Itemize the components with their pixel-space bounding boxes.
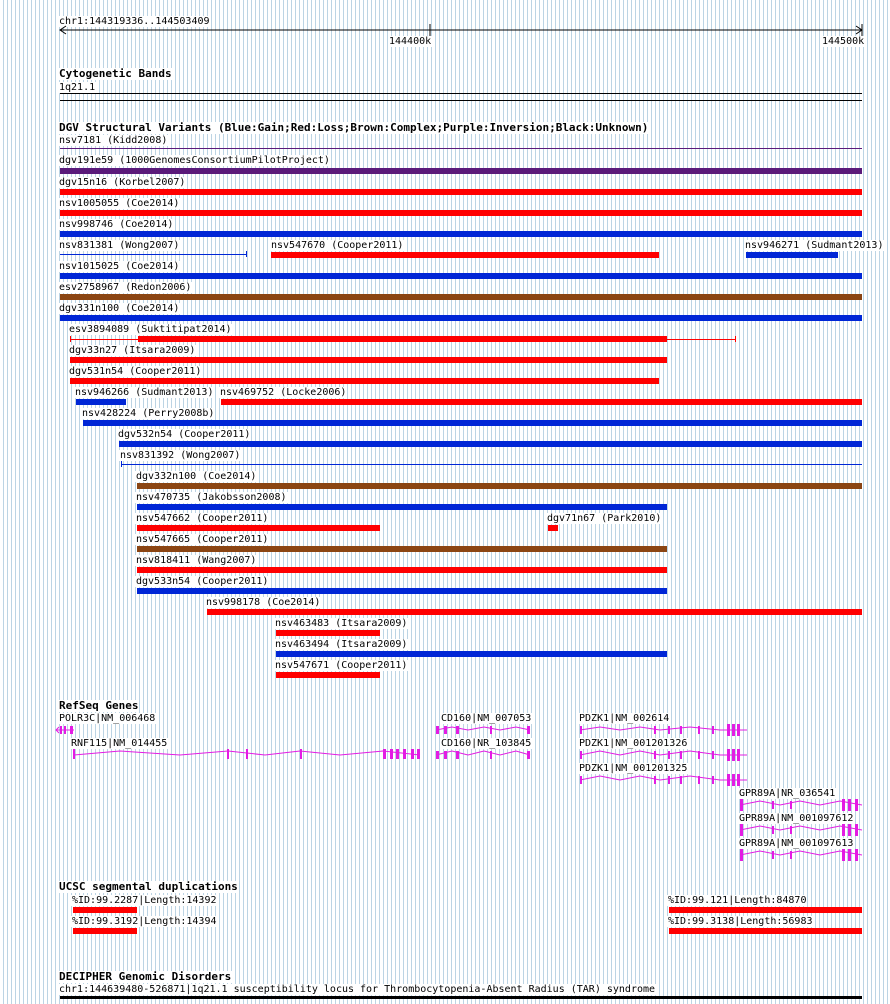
gene-label: GPR89A|NM_001097613 (739, 838, 854, 849)
variant-label: dgv531n54 (Cooper2011) (69, 366, 202, 377)
variant-label: nsv998178 (Coe2014) (206, 597, 321, 608)
gene-label: GPR89A|NR_036541 (739, 788, 836, 799)
variant-label: nsv463483 (Itsara2009) (275, 618, 408, 629)
variant-label: nsv428224 (Perry2008b) (82, 408, 215, 419)
gene-label: GPR89A|NM_001097612 (739, 813, 854, 824)
dgv-track-title[interactable]: DGV Structural Variants (Blue:Gain;Red:Loss;Brown:Complex;Purple:Inversion;Black:Unknown) (59, 121, 649, 134)
gene-label: PDZK1|NM_001201326 (579, 738, 688, 749)
variant-label: dgv71n67 (Park2010) (547, 513, 662, 524)
segdup-label: %ID:99.121|Length:84870 (668, 895, 807, 906)
segdup-feature[interactable] (73, 907, 137, 913)
variant-label: dgv331n100 (Coe2014) (59, 303, 180, 314)
ruler-tick-label: 144500k (822, 36, 865, 47)
variant-label: nsv547670 (Cooper2011) (271, 240, 404, 251)
segdup-feature[interactable] (669, 907, 862, 913)
variant-label: dgv533n54 (Cooper2011) (136, 576, 269, 587)
variant-label: nsv831392 (Wong2007) (120, 450, 241, 461)
gene-label: CD160|NR_103845 (441, 738, 532, 749)
variant-label: nsv998746 (Coe2014) (59, 219, 174, 230)
segdup-label: %ID:99.3138|Length:56983 (668, 916, 813, 927)
decipher-feature[interactable] (60, 996, 862, 999)
gene-label: PDZK1|NM_001201325 (579, 763, 688, 774)
gene-label: PDZK1|NM_002614 (579, 713, 670, 724)
decipher-track-title[interactable]: DECIPHER Genomic Disorders (59, 970, 232, 983)
variant-label: nsv463494 (Itsara2009) (275, 639, 408, 650)
variant-label: dgv33n27 (Itsara2009) (69, 345, 196, 356)
variant-label: dgv532n54 (Cooper2011) (118, 429, 251, 440)
segdups-track-title[interactable]: UCSC segmental duplications (59, 880, 238, 893)
cytobands-track-title[interactable]: Cytogenetic Bands (59, 67, 172, 80)
refseq-track-title[interactable]: RefSeq Genes (59, 699, 139, 712)
variant-label: nsv470735 (Jakobsson2008) (136, 492, 287, 503)
variant-label: dgv191e59 (1000GenomesConsortiumPilotProject) (59, 155, 330, 166)
variant-label: nsv946271 (Sudmant2013) (745, 240, 884, 251)
variant-label: nsv1015025 (Coe2014) (59, 261, 180, 272)
gene-label: CD160|NM_007053 (441, 713, 532, 724)
location-label: chr1:144319336..144503409 (59, 16, 210, 27)
variant-label: esv3894089 (Suktitipat2014) (69, 324, 232, 335)
segdup-label: %ID:99.3192|Length:14394 (72, 916, 217, 927)
gene-label: POLR3C|NM_006468 (59, 713, 156, 724)
variant-label: nsv547665 (Cooper2011) (136, 534, 269, 545)
gene-label: RNF115|NM_014455 (71, 738, 168, 749)
variant-label: nsv547671 (Cooper2011) (275, 660, 408, 671)
decipher-item-label: chr1:144639480-526871|1q21.1 susceptibility locus for Thrombocytopenia-Absent Radius (TAR) syndrome (59, 984, 656, 995)
variant-label: dgv332n100 (Coe2014) (136, 471, 257, 482)
variant-label: nsv547662 (Cooper2011) (136, 513, 269, 524)
variant-label: nsv1005055 (Coe2014) (59, 198, 180, 209)
variant-label: nsv7181 (Kidd2008) (59, 135, 168, 146)
variant-label: nsv946266 (Sudmant2013) (75, 387, 214, 398)
variant-label: nsv818411 (Wang2007) (136, 555, 257, 566)
segdup-feature[interactable] (73, 928, 137, 934)
segdup-feature[interactable] (669, 928, 862, 934)
variant-label: nsv469752 (Locke2006) (220, 387, 347, 398)
variant-label: esv2758967 (Redon2006) (59, 282, 192, 293)
segdup-label: %ID:99.2287|Length:14392 (72, 895, 217, 906)
variant-label: nsv831381 (Wong2007) (59, 240, 180, 251)
cytoband-label: 1q21.1 (59, 82, 96, 93)
variant-label: dgv15n16 (Korbel2007) (59, 177, 186, 188)
ruler-tick-label: 144400k (389, 36, 432, 47)
